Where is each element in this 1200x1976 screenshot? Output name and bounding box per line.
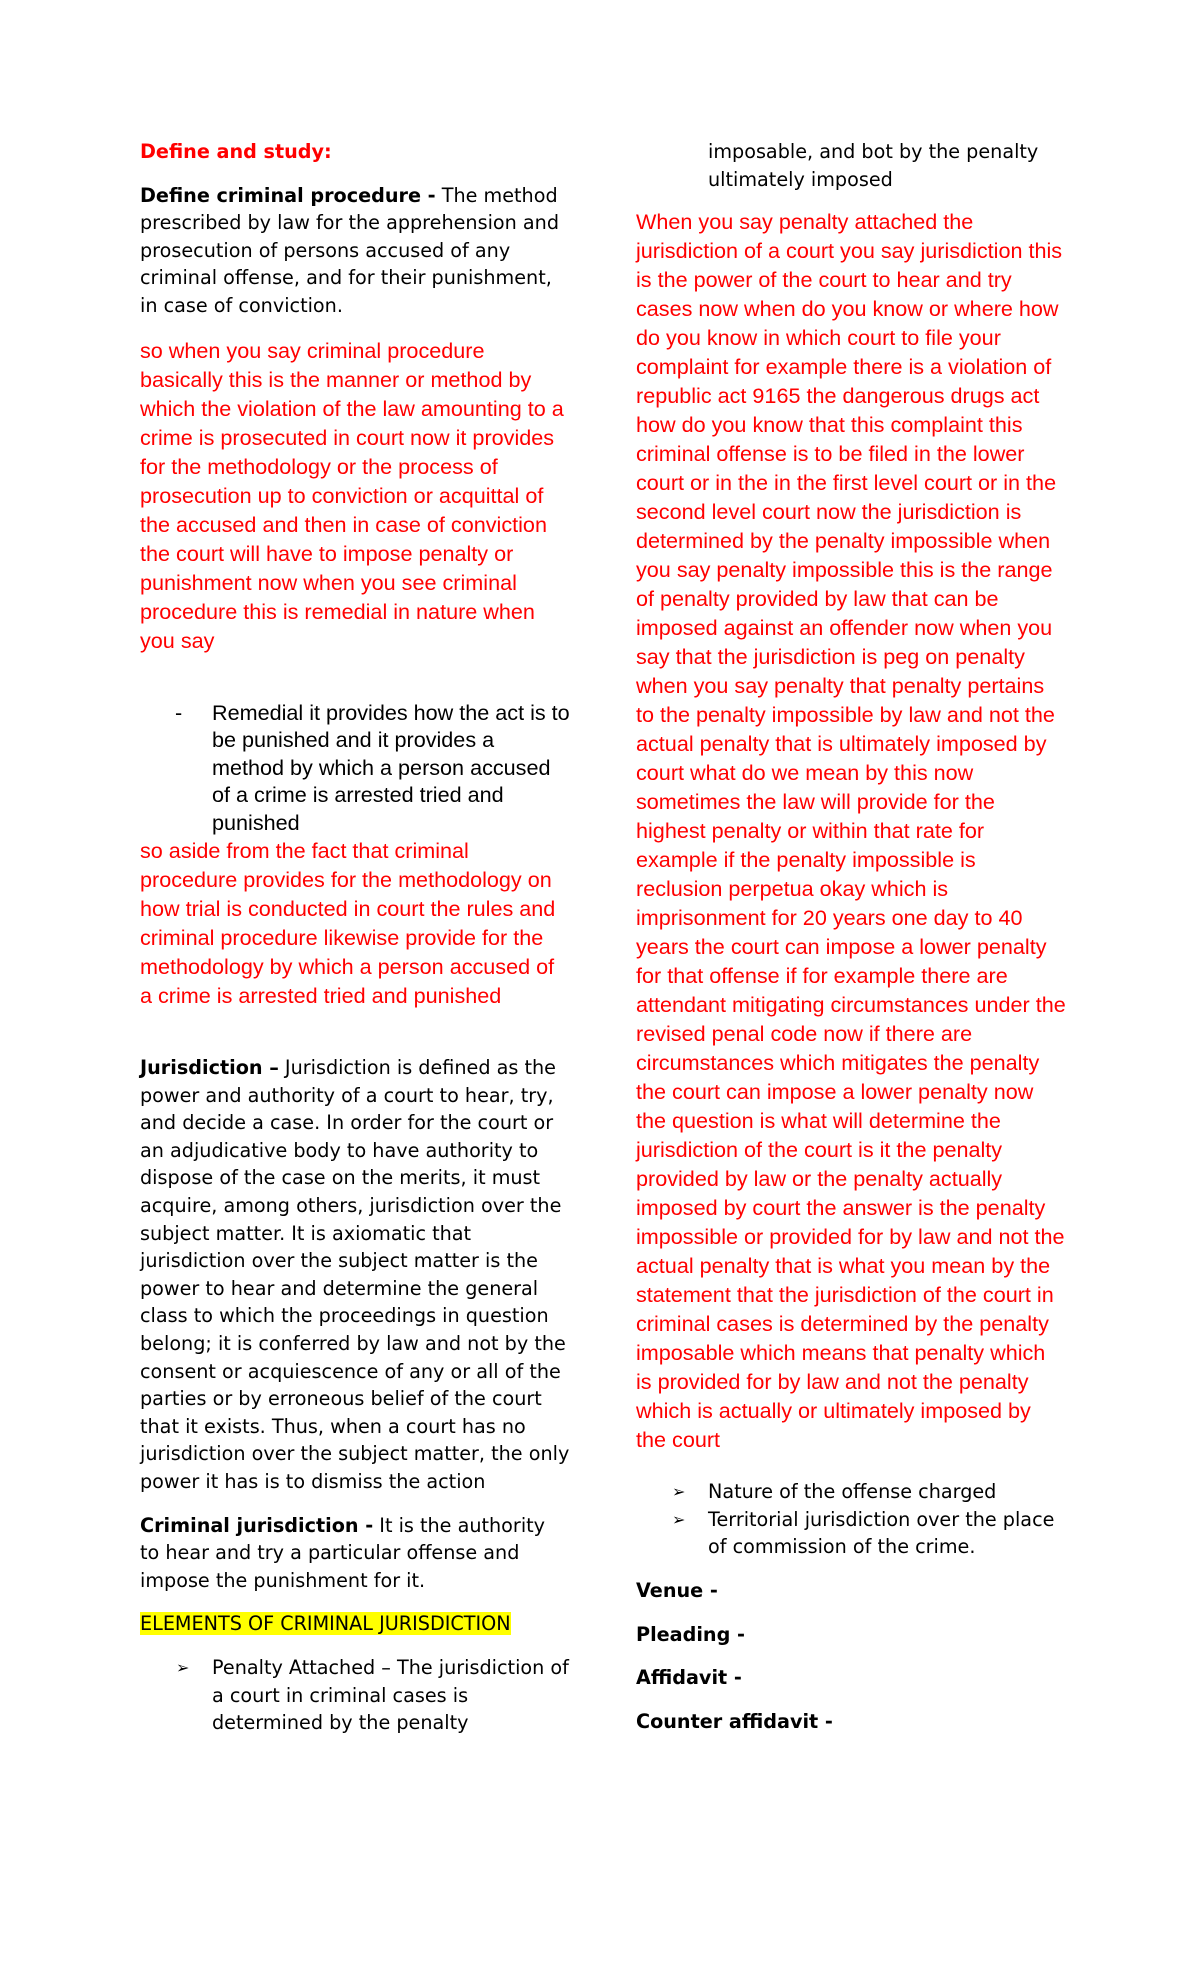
remedial-text: Remedial it provides how the act is to be punished and it provides a method by which a person accused of a crime is arrested tried and punished	[212, 699, 570, 835]
right-column	[636, 138, 1066, 1735]
penalty-attached-item	[140, 1654, 570, 1737]
methodology-note: so aside from the fact that criminal procedure provides for the methodology on how trial is conducted in court the rules and criminal procedure likewise provide for the methodology by which a person accused of a crime is arrested tried and punished	[140, 838, 556, 1009]
arrow-bullet-icon: ➢	[176, 1657, 190, 1677]
criminal-jurisdiction-text: It is the authority to hear and try a particular offense and impose the punishment for it.	[140, 1513, 546, 1592]
venue-heading: Venue -	[636, 1578, 718, 1602]
left-column	[140, 138, 570, 1737]
criminal-procedure-definition	[140, 182, 570, 320]
define-and-study-heading: Define and study:	[140, 140, 332, 163]
penalty-attached-text: Penalty Attached – The jurisdiction of a court in criminal cases is determined by the penalty	[212, 1655, 569, 1735]
penalty-attached-note: When you say penalty attached the jurisdiction of a court you say jurisdiction this is the power of the court to hear and try cases now when do you know or where how do you know in which court to file your complaint for example there is a violation of republic act 9165 the dangerous drugs act how do you know that this complaint this criminal offense is to be filed in the lower court or in the in the first level court or in the second level court now the jurisdiction is determined by the penalty impossible when you say penalty impossible this is the range of penalty provided by law that can be imposed against an offender now when you say that the jurisdiction is peg on penalty when you say penalty that penalty pertains to the penalty impossible by law and not the actual penalty that is ultimately imposed by court what do we mean by this now sometimes the law will provide for the highest penalty or within that rate for example if the penalty impossible is reclusion perpetua okay which is imprisonment for 20 years one day to 40 years the court can impose a lower penalty for that offense if for example there are attendant mitigating circumstances under the revised penal code now if there are circumstances which mitigates the penalty the court can impose a lower penalty now the question is what will determine the jurisdiction of the court is it the penalty provided by law or the penalty actually imposed by court the answer is the penalty impossible or provided for by law and not the actual penalty that is what you mean by the statement that the jurisdiction of the court in criminal cases is determined by the penalty imposable which means that penalty which is provided for by law and not the penalty which is actually or ultimately imposed by the court	[636, 209, 1066, 1453]
territorial-jurisdiction-text: Territorial jurisdiction over the place of commission of the crime.	[708, 1507, 1055, 1559]
continuation-text: imposable, and bot by the penalty ultimately imposed	[708, 140, 1039, 191]
criminal-procedure-note: so when you say criminal procedure basically this is the manner or method by which the violation of the law amounting to a crime is prosecuted in court now it provides for the methodology or the process of prosecution up to conviction or acquittal of the accused and then in case of conviction the court will have to impose penalty or punishment now when you see criminal procedure this is remedial in nature when you say	[140, 337, 564, 653]
elements-heading	[140, 1610, 570, 1638]
jurisdiction-term: Jurisdiction –	[140, 1056, 279, 1080]
jurisdiction-definition	[140, 1054, 570, 1496]
jurisdiction-text: Jurisdiction is defined as the power and authority of a court to hear, try, and decide a case. In order for the court or an adjudicative body to have authority to dispose of the case on the merits, it must acquire, among others, jurisdiction over the subject matter. It is axiomatic that jurisdiction over the subject matter is the power to hear and determine the general class to which the proceedings in question belong; it is conferred by law and not by the consent or acquiescence of any or all of the parties or by erroneous belief of the court that it exists. Thus, when a court has no jurisdiction over the subject matter, the only power it has is to dismiss the action	[140, 1056, 570, 1493]
nature-offense-text: Nature of the offense charged	[708, 1480, 997, 1504]
criminal-procedure-text: The method prescribed by law for the apprehension and prosecution of persons accused of any criminal offense, and for their punishment, in case of conviction.	[140, 183, 560, 317]
territorial-jurisdiction-item	[636, 1506, 1066, 1561]
dash-bullet: -	[175, 699, 183, 725]
nature-offense-item	[636, 1478, 1066, 1506]
penalty-attached-continuation	[636, 138, 1066, 193]
remedial-list-item	[140, 699, 570, 837]
arrow-bullet-icon: ➢	[672, 1482, 686, 1502]
pleading-heading: Pleading -	[636, 1622, 745, 1646]
elements-heading-highlight: ELEMENTS OF CRIMINAL JURISDICTION	[140, 1612, 511, 1636]
criminal-jurisdiction-definition	[140, 1512, 570, 1595]
arrow-bullet-icon: ➢	[672, 1509, 686, 1529]
criminal-jurisdiction-term: Criminal jurisdiction -	[140, 1513, 374, 1537]
affidavit-heading: Affidavit -	[636, 1666, 742, 1690]
counter-affidavit-heading: Counter affidavit -	[636, 1709, 833, 1733]
criminal-procedure-term: Define criminal procedure -	[140, 183, 436, 207]
